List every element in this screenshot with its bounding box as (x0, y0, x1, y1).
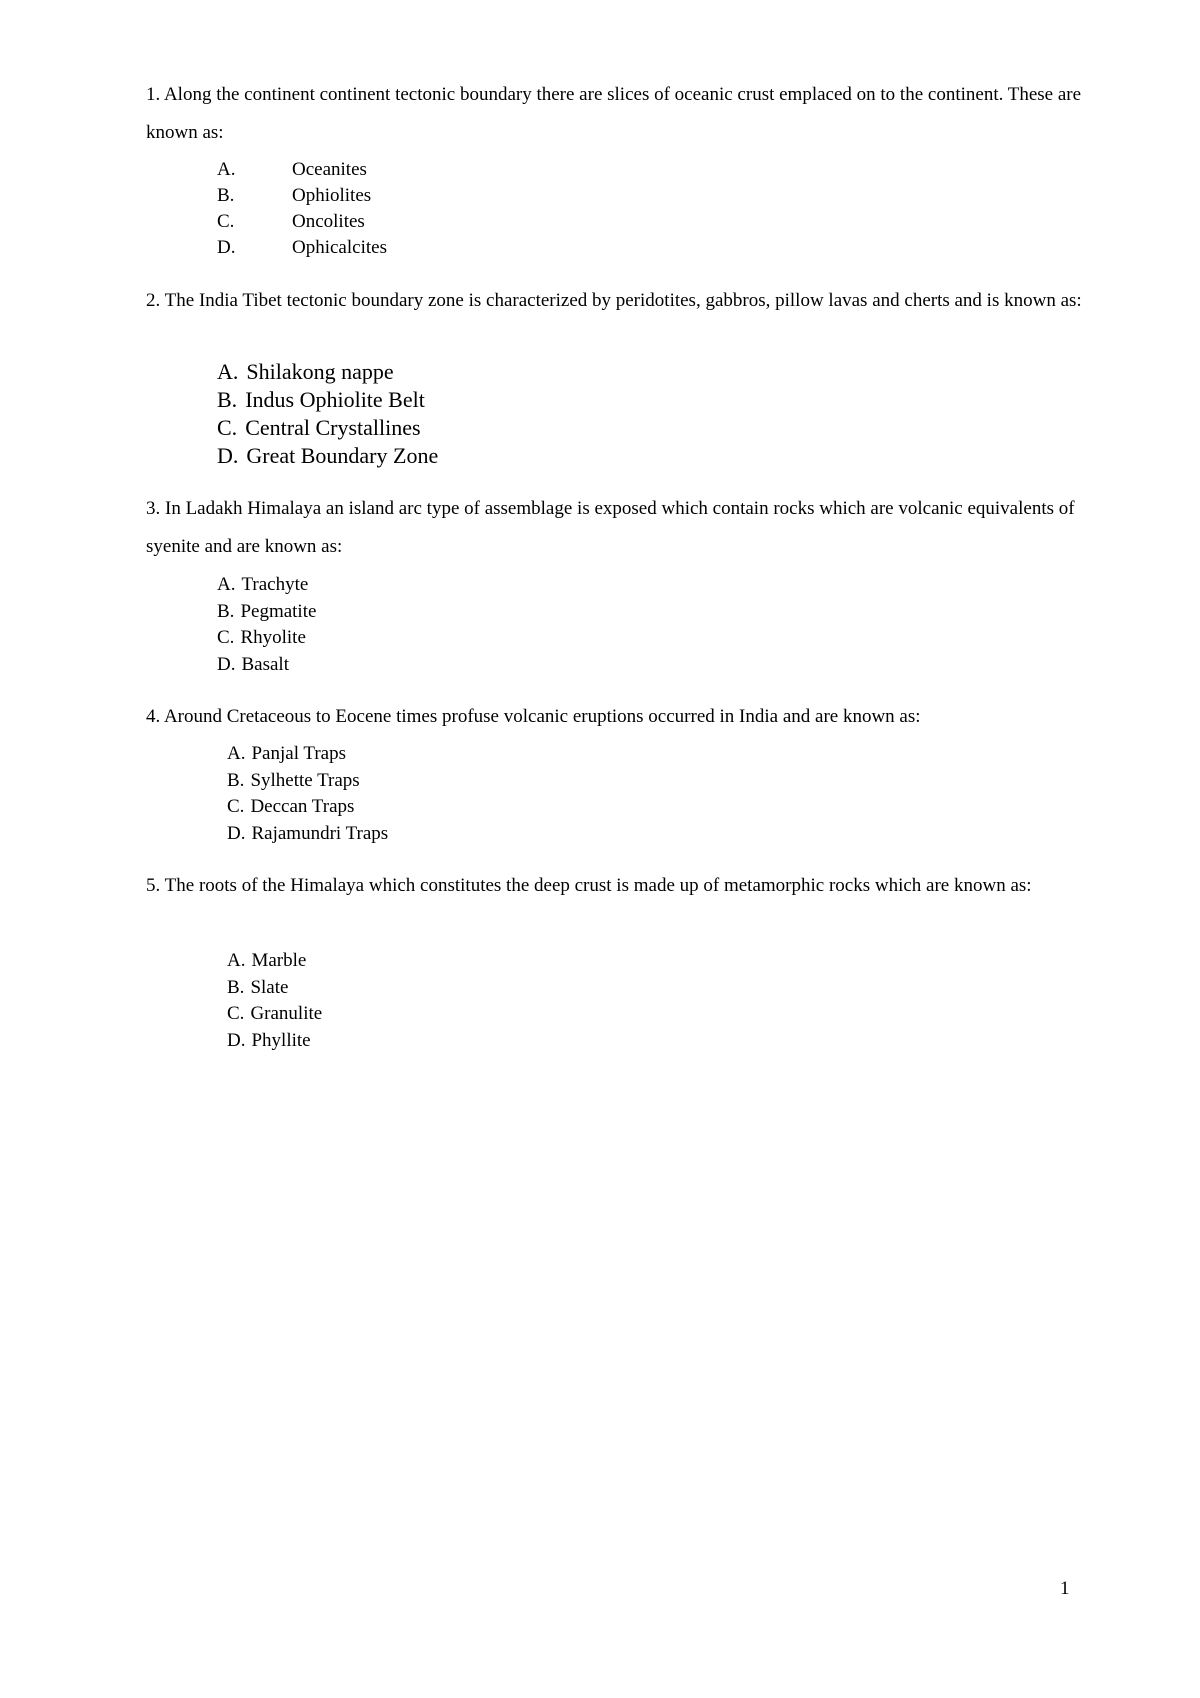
option-item (227, 948, 322, 975)
option-item (217, 235, 387, 261)
option-item (217, 157, 387, 183)
option-text: Marble (251, 950, 307, 971)
option-text: Pegmatite (240, 600, 317, 622)
option-item (217, 183, 387, 209)
option-letter: A. (227, 743, 246, 764)
option-item (217, 599, 316, 626)
option-item (227, 741, 388, 768)
option-letter: D. (217, 653, 236, 675)
option-text: Oceanites (292, 159, 367, 180)
option-letter: B. (217, 185, 235, 206)
page-number: 1 (1060, 1578, 1070, 1599)
option-item (217, 414, 438, 442)
option-text: Basalt (241, 653, 289, 675)
option-item (217, 358, 438, 386)
option-item (217, 572, 316, 599)
option-item (227, 821, 388, 848)
option-text: Great Boundary Zone (246, 443, 439, 468)
question-3-text: 3. In Ladakh Himalaya an island arc type of assemblage is exposed which contain rocks which are volcanic equivalents of syenite and are known as: (146, 498, 1075, 557)
option-letter: B. (227, 976, 245, 998)
option-letter: C. (227, 1003, 245, 1024)
option-item (217, 442, 438, 470)
option-letter: C. (217, 627, 235, 648)
option-letter: D. (227, 1029, 246, 1051)
option-item (217, 386, 438, 414)
question-2-options (217, 358, 438, 470)
option-text: Trachyte (241, 574, 309, 595)
option-item (227, 1028, 322, 1055)
option-letter: B. (217, 387, 238, 412)
question-2-text: 2. The India Tibet tectonic boundary zone is characterized by peridotites, gabbros, pillow lavas and cherts and is known as: (146, 290, 1082, 311)
option-text: Shilakong nappe (246, 359, 394, 384)
option-text: Sylhette Traps (250, 769, 360, 791)
option-text: Rajamundri Traps (251, 822, 389, 844)
option-text: Slate (250, 976, 289, 998)
question-1-text: 1. Along the continent continent tectonic boundary there are slices of oceanic crust emplaced on to the continent. These are known as: (146, 84, 1082, 143)
option-text: Indus Ophiolite Belt (245, 387, 425, 412)
option-letter: D. (217, 237, 236, 258)
option-item (227, 768, 388, 795)
option-letter: C. (217, 415, 238, 440)
option-text: Granulite (250, 1003, 323, 1024)
question-3-options (217, 572, 316, 678)
question-1-options (217, 157, 387, 261)
option-item (227, 1001, 322, 1028)
option-letter: B. (227, 769, 245, 791)
option-text: Ophiolites (292, 185, 372, 206)
question-5-options (227, 948, 322, 1054)
option-letter: A. (227, 950, 246, 971)
option-letter: A. (217, 359, 239, 384)
option-letter: C. (217, 211, 235, 232)
option-text: Panjal Traps (251, 743, 346, 764)
option-letter: A. (217, 574, 236, 595)
option-item (217, 209, 387, 235)
option-letter: A. (217, 159, 236, 180)
question-4-options (227, 741, 388, 847)
option-item (217, 652, 316, 679)
option-item (227, 794, 388, 821)
option-text: Rhyolite (240, 627, 306, 648)
question-5-text: 5. The roots of the Himalaya which constitutes the deep crust is made up of metamorphic rocks which are known as: (146, 875, 1032, 896)
option-letter: D. (217, 443, 239, 468)
option-item (217, 625, 316, 652)
option-text: Oncolites (292, 211, 365, 232)
option-text: Deccan Traps (250, 796, 355, 817)
option-text: Phyllite (251, 1029, 311, 1051)
option-letter: B. (217, 600, 235, 622)
option-letter: C. (227, 796, 245, 817)
option-text: Ophicalcites (292, 237, 387, 258)
question-4-text: 4. Around Cretaceous to Eocene times profuse volcanic eruptions occurred in India and are known as: (146, 706, 921, 727)
option-item (227, 975, 322, 1002)
option-letter: D. (227, 822, 246, 844)
option-text: Central Crystallines (245, 415, 421, 440)
